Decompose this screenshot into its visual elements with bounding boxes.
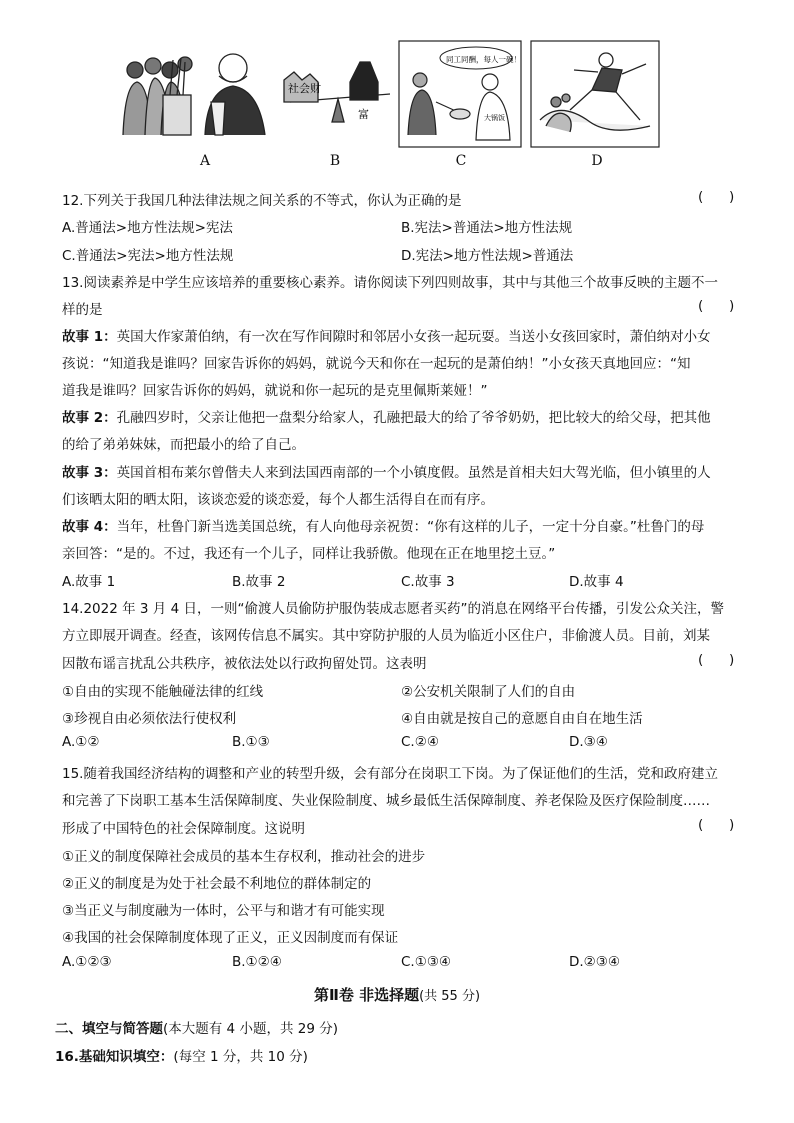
- part2-score: (共 55 分): [419, 989, 481, 1004]
- q15-line2: 和完善了下岗职工基本生活保障制度、失业保险制度、城乡最低生活保障制度、养老保险及医疗保险制度……: [62, 793, 710, 809]
- q13-stem-line2: 样的是: [62, 302, 103, 318]
- q13-story3-label: 故事 3：: [62, 465, 117, 481]
- q13-story2-text1: 孔融四岁时，父亲让他把一盘梨分给家人，孔融把最大的给了爷爷奶奶，把比较大的给父母，把其他: [116, 410, 711, 426]
- figure-c-cartoon: [398, 40, 523, 150]
- q14-item-1: ①自由的实现不能触碰法律的红线: [62, 684, 264, 700]
- figure-d: [530, 40, 660, 150]
- q13-story3-line2: 们该晒太阳的晒太阳，该谈恋爱的谈恋爱，每个人都生活得自在而有序。: [62, 492, 494, 508]
- q13-story4-line1: [62, 515, 704, 535]
- q13-option-a: A.故事 1: [62, 574, 116, 590]
- q14-option-a: A.①②: [62, 734, 100, 750]
- q12-answer-blank: ( ): [698, 189, 735, 205]
- q15-option-d: D.②③④: [569, 954, 620, 970]
- q15-option-c: C.①③④: [401, 954, 452, 970]
- q15-option-b: B.①②④: [232, 954, 282, 970]
- q14-line1: 14.2022 年 3 月 4 日，一则“偷渡人员偷防护服伪装成志愿者买药”的消息在网络平台传播，引发公众关注，警: [62, 601, 724, 617]
- q12-option-d: D.宪法>地方性法规>普通法: [401, 248, 574, 264]
- section2-note: (本大题有 4 小题，共 29 分): [163, 1021, 338, 1037]
- figure-b-right-label: 富: [358, 108, 369, 121]
- q14-option-c: C.②④: [401, 734, 439, 750]
- q13-story3-text1: 英国首相布莱尔曾偕夫人来到法国西南部的一个小镇度假。虽然是首相夫妇大驾光临，但小镇里的人: [116, 465, 711, 481]
- figure-d-label: D: [591, 153, 603, 169]
- figure-b-label: B: [329, 153, 341, 169]
- q12-option-c: C.普通法>宪法>地方性法规: [62, 248, 234, 264]
- q13-story3-line1: [62, 461, 711, 481]
- q15-line1: 15.随着我国经济结构的调整和产业的转型升级，会有部分在岗职工下岗。为了保证他们的生活，党和政府建立: [62, 766, 718, 782]
- q13-stem-line1: 13.阅读素养是中学生应该培养的重要核心素养。请你阅读下列四则故事，其中与其他三个故事反映的主题不一: [62, 275, 718, 291]
- figure-c-sign: 大锅饭: [484, 114, 505, 122]
- figure-c-speech: 同工同酬，每人一碗！: [446, 55, 521, 64]
- figure-a-cartoon: [115, 40, 275, 140]
- q13-answer-blank: ( ): [698, 298, 735, 314]
- illustration-row: [115, 40, 675, 175]
- q15-answer-blank: ( ): [698, 817, 735, 833]
- figure-b-cartoon: [280, 52, 400, 132]
- q14-answer-blank: ( ): [698, 652, 735, 668]
- q15-item-4: ④我国的社会保障制度体现了正义，正义因制度而有保证: [62, 930, 399, 946]
- q12-option-a: A.普通法>地方性法规>宪法: [62, 220, 233, 236]
- figure-b-left-label: 社会财: [288, 82, 321, 95]
- q14-item-4: ④自由就是按自己的意愿自由自在地生活: [401, 711, 643, 727]
- q13-story1-text1: 英国大作家萧伯纳，有一次在写作间隙时和邻居小女孩一起玩耍。当送小女孩回家时，萧伯纳对小女: [116, 329, 711, 345]
- q15-item-1: ①正义的制度保障社会成员的基本生存权利，推动社会的进步: [62, 849, 426, 865]
- q13-option-b: B.故事 2: [232, 574, 286, 590]
- q14-line3: 因散布谣言扰乱公共秩序，被依法处以行政拘留处罚。这表明: [62, 656, 427, 672]
- q13-story1-line3: 道我是谁吗？回家告诉你的妈妈，就说和你一起玩的是克里佩斯莱娅！”: [62, 383, 488, 399]
- q15-line3: 形成了中国特色的社会保障制度。这说明: [62, 821, 305, 837]
- q14-option-b: B.①③: [232, 734, 270, 750]
- figure-c: [398, 40, 523, 150]
- q16-heading: [55, 1045, 308, 1065]
- figure-a: [115, 40, 275, 140]
- section2-heading: [55, 1017, 338, 1037]
- q13-story1-label: 故事 1：: [62, 329, 117, 345]
- q13-story2-label: 故事 2：: [62, 410, 117, 426]
- q16-note: (每空 1 分，共 10 分): [173, 1049, 308, 1065]
- q15-item-3: ③当正义与制度融为一体时，公平与和谐才有可能实现: [62, 903, 385, 919]
- q14-option-d: D.③④: [569, 734, 608, 750]
- figure-c-label: C: [455, 153, 467, 169]
- q15-item-2: ②正义的制度是为处于社会最不利地位的群体制定的: [62, 876, 372, 892]
- q13-story4-line2: 亲回答：“是的。不过，我还有一个儿子，同样让我骄傲。他现在正在地里挖土豆。”: [62, 546, 556, 562]
- q16-title: 16.基础知识填空：: [55, 1049, 174, 1065]
- q13-story1-line1: [62, 325, 711, 345]
- q12-option-b: B.宪法>普通法>地方性法规: [401, 220, 573, 236]
- q13-story4-text1: 当年，杜鲁门新当选美国总统，有人向他母亲祝贺：“你有这样的儿子，一定十分自豪。”杜鲁门的母: [116, 519, 705, 535]
- part2-title: [0, 984, 794, 1005]
- q13-story2-line1: [62, 406, 711, 426]
- q14-item-3: ③珍视自由必须依法行使权利: [62, 711, 237, 727]
- figure-a-label: A: [199, 153, 211, 169]
- figure-b: [280, 52, 400, 132]
- q14-item-2: ②公安机关限制了人们的自由: [401, 684, 576, 700]
- q13-story1-line2: 孩说：“知道我是谁吗？回家告诉你的妈妈，就说今天和你在一起玩的是萧伯纳！”小女孩天真地回应：“知: [62, 356, 691, 372]
- q13-story4-label: 故事 4：: [62, 519, 117, 535]
- q12-stem: 12.下列关于我国几种法律法规之间关系的不等式，你认为正确的是: [62, 193, 462, 209]
- q13-option-d: D.故事 4: [569, 574, 624, 590]
- q14-line2: 方立即展开调查。经查，该网传信息不属实。其中穿防护服的人员为临近小区住户，非偷渡人员。目前，刘某: [62, 628, 710, 644]
- part2-title-text: 第Ⅱ卷 非选择题: [313, 986, 420, 1004]
- q15-option-a: A.①②③: [62, 954, 112, 970]
- q13-story2-line2: 的给了弟弟妹妹，而把最小的给了自己。: [62, 437, 305, 453]
- q13-option-c: C.故事 3: [401, 574, 455, 590]
- section2-title: 二、填空与简答题: [55, 1021, 163, 1037]
- figure-d-cartoon: [530, 40, 660, 150]
